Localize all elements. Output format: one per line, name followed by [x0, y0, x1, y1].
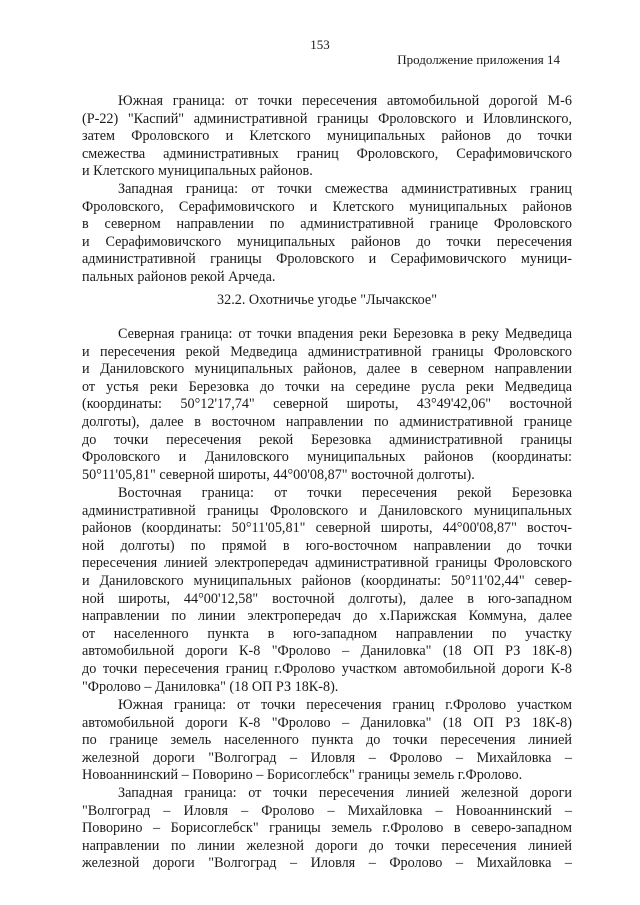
text-line: Поворино – Борисоглебск" границы земель г.Фролово в северо-западном [82, 820, 572, 837]
paragraph-south-border-2 [82, 697, 572, 785]
text-line: автомобильной дороги К-8 "Фролово – Даниловка" (18 ОП РЗ 18К-8) [82, 643, 572, 660]
text-line: автомобильной дороги К-8 "Фролово – Даниловка" (18 ОП РЗ 18К-8) [82, 714, 572, 731]
text-line: Новоаннинский – Поворино – Борисоглебск" границы земель г.Фролово. [82, 767, 523, 784]
text-line: Западная граница: от точки смежества административных границ [118, 181, 572, 197]
text-line: по границе земель населенного пункта до точки пересечения линией [82, 732, 572, 749]
appendix-continuation-note: Продолжение приложения 14 [397, 52, 560, 67]
text-line: районов (координаты: 50°11'05,81" северной широты, 44°00'08,87" восточ- [82, 520, 572, 537]
text-line: Северная граница: от точки впадения реки Березовка в реку Медведица [118, 326, 572, 342]
text-line: административной границы Фроловского и Даниловского муниципальных [82, 502, 572, 519]
text-line: Западная граница: от точки пересечения линией железной дороги [118, 785, 572, 801]
text-line: направлении по линии электропередач до х.Парижская Коммуна, далее [82, 608, 572, 625]
text-line: железной дороги "Волгоград – Иловля – Фролово – Михайловка – [82, 855, 572, 872]
text-line: административной границы Фроловского и Серафимовичского муници- [82, 251, 572, 268]
text-line: в северном направлении по административной границе Фроловского [82, 216, 572, 233]
paragraph-west-border-1 [82, 181, 572, 287]
text-line: и Даниловского муниципальных районов (координаты: 50°11'02,44" север- [82, 572, 572, 589]
text-line: и Клетского муниципальных районов. [82, 163, 313, 180]
text-line: Фроловского и Даниловского муниципальных районов (координаты: [82, 449, 572, 466]
text-line: затем Фроловского и Клетского муниципальных районов до точки [82, 128, 572, 145]
text-line: от населенного пункта в юго-западном направлении по участку [82, 625, 572, 642]
text-line: "Волгоград – Иловля – Фролово – Михайловка – Новоаннинский – [82, 802, 572, 819]
text-line: долготы), далее в восточном направлении по административной границе [82, 413, 572, 430]
paragraph-south-border-1 [82, 93, 572, 181]
text-line: пальных районов рекой Арчеда. [82, 268, 276, 285]
paragraph-west-border-2 [82, 785, 572, 873]
text-line: 50°11'05,81" северной широты, 44°00'08,87" восточной долготы). [82, 466, 475, 483]
text-line: смежества административных границ Фроловского, Серафимовичского [82, 145, 572, 162]
text-line: железной дороги "Волгоград – Иловля – Фролово – Михайловка – [82, 749, 572, 766]
section-title: 32.2. Охотничье угодье "Лычакское" [217, 292, 437, 308]
paragraph-north-border [82, 326, 572, 484]
text-line: и Даниловского муниципальных районов, далее в северном направлении [82, 361, 572, 378]
text-line: (координаты: 50°12'17,74" северной широты, 43°49'42,06" восточной [82, 396, 572, 413]
text-line: Южная граница: от точки пересечения границ г.Фролово участком [118, 697, 572, 713]
text-line: Южная граница: от точки пересечения автомобильной дорогой М-6 [118, 93, 572, 109]
text-line: ной широты, 44°00'12,58" восточной долготы), далее в юго-западном [82, 590, 572, 607]
text-line: направлении по линии железной дороги до точки пересечения линией [82, 837, 572, 854]
text-line: Восточная граница: от точки пересечения рекой Березовка [118, 485, 572, 501]
page-number: 153 [310, 37, 330, 52]
paragraph-east-border [82, 485, 572, 696]
text-line: (Р-22) "Каспий" административной границы Фроловского и Иловлинского, [82, 110, 572, 127]
text-line: пересечения линией электропередач административной границы Фроловского [82, 555, 572, 572]
text-line: ной долготы) по прямой в юго-восточном направлении до точки [82, 537, 572, 554]
text-line: до точки пересечения границ г.Фролово участком автомобильной дороги К-8 [82, 660, 572, 677]
text-line: от устья реки Березовка до точки на середине русла реки Медведица [82, 378, 572, 395]
text-line: и Серафимовичского муниципальных районов до точки пересечения [82, 233, 572, 250]
text-line: до точки пересечения рекой Березовка административной границы [82, 431, 572, 448]
text-line: Фроловского, Серафимовичского и Клетского муниципальных районов [82, 198, 572, 215]
text-line: и пересечения рекой Медведица административной границы Фроловского [82, 343, 572, 360]
text-line: "Фролово – Даниловка" (18 ОП РЗ 18К-8). [82, 678, 339, 695]
